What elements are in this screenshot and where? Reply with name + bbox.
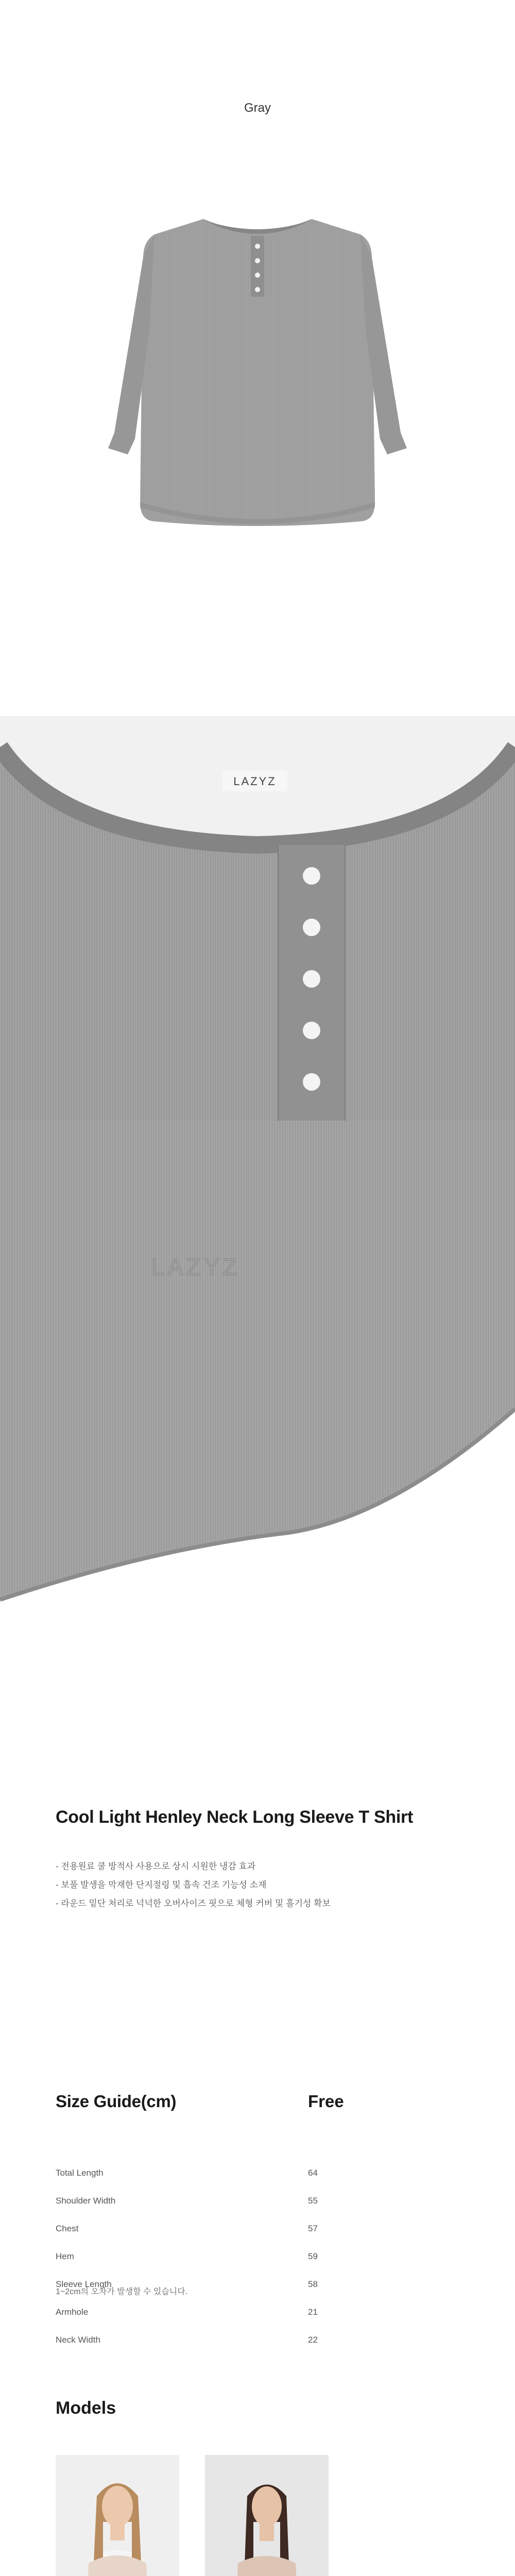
- model-photo: [56, 2455, 179, 2576]
- size-label: Sleeve Length: [56, 2279, 112, 2289]
- size-row: [56, 2251, 462, 2279]
- feature-list: [56, 1857, 462, 1913]
- size-value: 58: [308, 2279, 318, 2289]
- size-label: Neck Width: [56, 2335, 100, 2345]
- size-label: Total Length: [56, 2168, 104, 2178]
- size-label: Hem: [56, 2251, 74, 2261]
- size-guide-header: [56, 2092, 462, 2112]
- product-hero: [0, 0, 515, 716]
- size-label: Armhole: [56, 2307, 89, 2317]
- size-label: Chest: [56, 2224, 79, 2233]
- label-logo: LAZYZ: [233, 775, 277, 788]
- size-value: 21: [308, 2307, 318, 2317]
- models-title: Models: [56, 2398, 116, 2418]
- feature-item: - 전용원료 쿨 방적사 사용으로 상시 시원한 냉감 효과: [56, 1857, 462, 1876]
- size-guide-title: Size Guide(cm): [56, 2092, 177, 2111]
- neckline-closeup: [0, 716, 515, 1121]
- size-label: Shoulder Width: [56, 2196, 116, 2206]
- model-photo: [205, 2455, 329, 2576]
- size-row: [56, 2196, 462, 2224]
- feature-item: - 라운드 밑단 처리로 넉넉한 오버사이즈 핏으로 체형 커버 및 흘기성 확보: [56, 1894, 462, 1913]
- size-row: [56, 2224, 462, 2251]
- hem-closeup: [0, 1121, 515, 1654]
- size-value: 22: [308, 2335, 318, 2345]
- color-label: Gray: [244, 101, 271, 115]
- size-table: [56, 2168, 462, 2363]
- product-title: Cool Light Henley Neck Long Sleeve T Shirt: [56, 1807, 413, 1827]
- size-value: 64: [308, 2168, 318, 2178]
- embroidered-logo: LAZYZ: [151, 1253, 241, 1280]
- shirt-illustration: [0, 0, 515, 716]
- size-value: 57: [308, 2224, 318, 2233]
- size-row: [56, 2335, 462, 2363]
- size-free-label: Free: [308, 2092, 344, 2111]
- feature-item: - 보풀 발생을 막재한 단지절링 및 흡속 건조 기능성 소재: [56, 1876, 462, 1894]
- size-value: 59: [308, 2251, 318, 2261]
- size-note: 1~2cm의 오차가 발생할 수 있습니다.: [56, 2287, 188, 2296]
- size-row: [56, 2307, 462, 2335]
- size-row: [56, 2168, 462, 2196]
- size-value: 55: [308, 2196, 318, 2206]
